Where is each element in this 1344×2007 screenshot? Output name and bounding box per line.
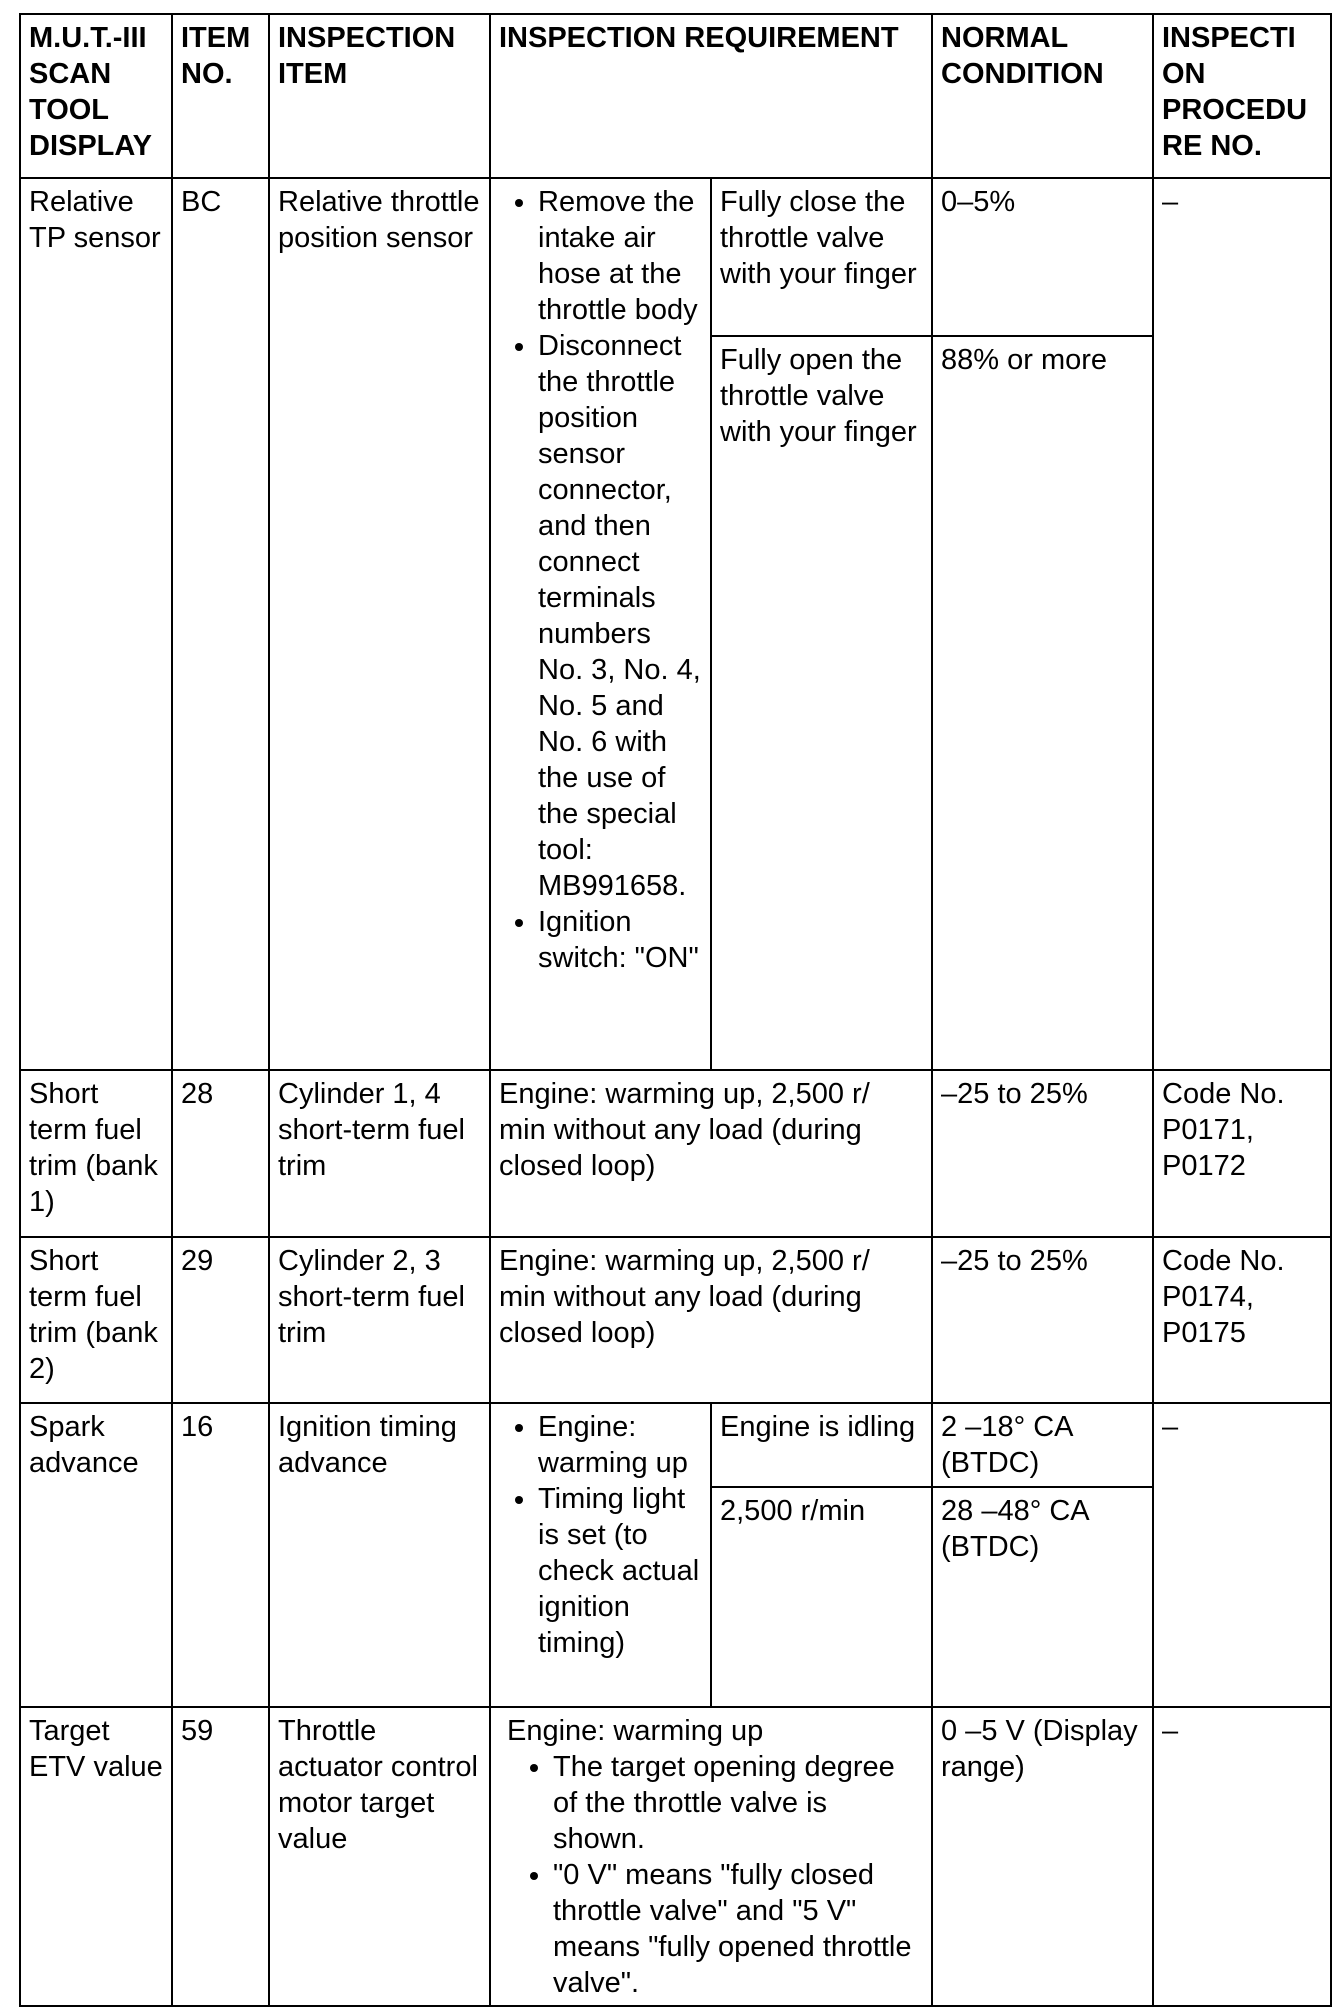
cell-procedure: – bbox=[1153, 1707, 1331, 2006]
cell-inspection-item: Cylinder 2, 3 short-term fuel trim bbox=[269, 1237, 490, 1403]
cell-display: Spark advance bbox=[20, 1403, 172, 1707]
cell-inspection-item: Throttle actuator control motor target value bbox=[269, 1707, 490, 2006]
list-item: • "0 V" means "fully closed throttle valve" and "5 V" means "fully opened throttle valve". bbox=[553, 1857, 923, 2001]
cell-condition: Fully close the throttle valve with your finger bbox=[711, 178, 932, 336]
requirement-intro: Engine: warming up bbox=[507, 1715, 764, 1747]
header-procedure: INSPECTI ON PROCEDU RE NO. bbox=[1153, 14, 1331, 178]
list-item: • The target opening degree of the throttle valve is shown. bbox=[553, 1749, 923, 1857]
requirement-list bbox=[499, 1749, 923, 2001]
list-item: • Timing light is set (to check actual ignition timing) bbox=[538, 1481, 702, 1661]
cell-display: Relative TP sensor bbox=[20, 178, 172, 1070]
list-item: • Disconnect the throttle position sensor connector, and then connect terminals numbers No. 3, No. 4, No. 5 and No. 6 with the use of the special tool: MB991658. bbox=[538, 328, 702, 904]
header-inspection-item: INSPECTION ITEM bbox=[269, 14, 490, 178]
header-normal-condition: NORMAL CONDITION bbox=[932, 14, 1153, 178]
list-item: • Engine: warming up bbox=[538, 1409, 702, 1481]
cell-normal: 0–5% bbox=[932, 178, 1153, 336]
cell-item-no: 59 bbox=[172, 1707, 269, 2006]
table-row bbox=[20, 1070, 1331, 1237]
cell-item-no: 28 bbox=[172, 1070, 269, 1237]
table-row bbox=[20, 1237, 1331, 1403]
cell-procedure: Code No. P0171, P0172 bbox=[1153, 1070, 1331, 1237]
requirement-list bbox=[499, 184, 702, 976]
cell-display: Short term fuel trim (bank 1) bbox=[20, 1070, 172, 1237]
cell-condition: Engine is idling bbox=[711, 1403, 932, 1487]
cell-normal: 0 –5 V (Display range) bbox=[932, 1707, 1153, 2006]
cell-normal: 88% or more bbox=[932, 336, 1153, 1070]
header-display: M.U.T.-III SCAN TOOL DISPLAY bbox=[20, 14, 172, 178]
header-item-no: ITEM NO. bbox=[172, 14, 269, 178]
cell-display: Target ETV value bbox=[20, 1707, 172, 2006]
cell-requirement bbox=[490, 178, 711, 1070]
cell-inspection-item: Ignition timing advance bbox=[269, 1403, 490, 1707]
cell-display: Short term fuel trim (bank 2) bbox=[20, 1237, 172, 1403]
cell-inspection-item: Relative throttle position sensor bbox=[269, 178, 490, 1070]
cell-inspection-item: Cylinder 1, 4 short-term fuel trim bbox=[269, 1070, 490, 1237]
cell-procedure: Code No. P0174, P0175 bbox=[1153, 1237, 1331, 1403]
cell-normal: –25 to 25% bbox=[932, 1070, 1153, 1237]
cell-requirement bbox=[490, 1403, 711, 1707]
table-row bbox=[20, 1403, 1331, 1487]
cell-procedure: – bbox=[1153, 178, 1331, 1070]
table-row bbox=[20, 1707, 1331, 2006]
cell-item-no: BC bbox=[172, 178, 269, 1070]
cell-requirement: Engine: warming up, 2,500 r/ min without any load (during closed loop) bbox=[490, 1070, 932, 1237]
table-header-row bbox=[20, 14, 1331, 178]
list-item: • Ignition switch: "ON" bbox=[538, 904, 702, 976]
cell-item-no: 16 bbox=[172, 1403, 269, 1707]
cell-requirement bbox=[490, 1707, 932, 2006]
inspection-table bbox=[19, 13, 1332, 2007]
cell-condition: 2,500 r/min bbox=[711, 1487, 932, 1707]
cell-condition: Fully open the throttle valve with your finger bbox=[711, 336, 932, 1070]
table-row bbox=[20, 178, 1331, 336]
cell-normal: 28 –48° CA (BTDC) bbox=[932, 1487, 1153, 1707]
header-requirement: INSPECTION REQUIREMENT bbox=[490, 14, 932, 178]
cell-item-no: 29 bbox=[172, 1237, 269, 1403]
cell-procedure: – bbox=[1153, 1403, 1331, 1707]
cell-normal: –25 to 25% bbox=[932, 1237, 1153, 1403]
cell-normal: 2 –18° CA (BTDC) bbox=[932, 1403, 1153, 1487]
cell-requirement: Engine: warming up, 2,500 r/ min without any load (during closed loop) bbox=[490, 1237, 932, 1403]
requirement-list bbox=[499, 1409, 702, 1661]
list-item: • Remove the intake air hose at the throttle body bbox=[538, 184, 702, 328]
